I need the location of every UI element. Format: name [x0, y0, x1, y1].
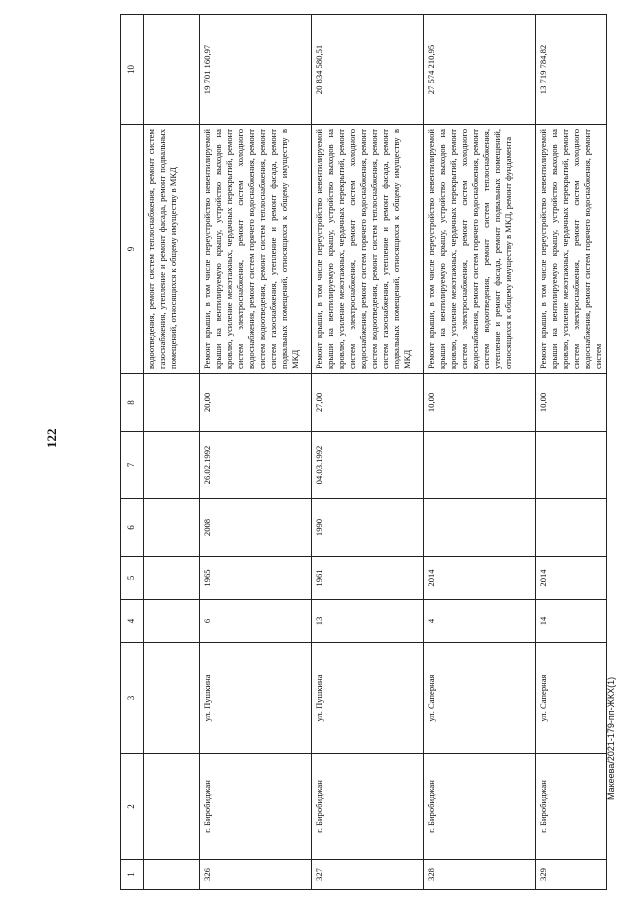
table-row: [312, 15, 424, 890]
table-container: [120, 15, 603, 890]
city: г. Биробиджан: [424, 754, 536, 860]
house-number: 13: [312, 600, 424, 643]
column-number: 10: [121, 15, 144, 125]
street: ул. Саперная: [424, 643, 536, 754]
cost: 19 701 160,97: [200, 15, 312, 125]
house-number: 14: [536, 600, 607, 643]
document-code: Макеева/2021-179-пп-ЖКХ(1): [606, 676, 616, 800]
city: г. Биробиджан: [200, 754, 312, 860]
column-number: 3: [121, 643, 144, 754]
street: ул. Саперная: [536, 643, 607, 754]
cost: 20 834 580,51: [312, 15, 424, 125]
year-built: 2014: [424, 557, 536, 600]
year-privatization: [424, 499, 536, 557]
repair-program-table: [120, 14, 607, 890]
year-built: 1965: [200, 557, 312, 600]
column-number: 9: [121, 125, 144, 374]
city: г. Биробиджан: [312, 754, 424, 860]
row-number: 329: [536, 860, 607, 890]
row-number: 328: [424, 860, 536, 890]
works-description: Ремонт крыши, в том числе переустройство невентилируемой крыши на вентилируемую крышу, устройство выходов на кровлю, усиление межэтажных, чердачных перекрытий, ремонт систем электроснабжения, ремонт систем холодного водоснабжения, ремонт систем горячего водоснабжения, ремонт систем водоотведения, ремонт систем теплоснабжения, ремонт систем газоснабжения, утепление и ремонт фасада, ремонт подвальных помещений, относящихся к общему имуществу в МКД: [200, 125, 312, 374]
city: г. Биробиджан: [536, 754, 607, 860]
cost: 13 719 784,82: [536, 15, 607, 125]
column-number: 7: [121, 432, 144, 499]
column-number: 4: [121, 600, 144, 643]
column-number-row: [121, 15, 144, 890]
works-description: Ремонт крыши, в том числе переустройство невентилируемой крыши на вентилируемую крышу, устройство выходов на кровлю, усиление межэтажных, чердачных перекрытий, ремонт систем электроснабжения, ремонт систем холодного водоснабжения, ремонт систем горячего водоснабжения, ремонт систем водоотведения, ремонт систем теплоснабжения, утепление и ремонт фасада, ремонт подвальных помещений, относящихся к общему имуществу в МКД, ремонт фундамента: [424, 125, 536, 374]
year-privatization: 2008: [200, 499, 312, 557]
table-row: [200, 15, 312, 890]
date: 04.03.1992: [312, 432, 424, 499]
year-built: 2014: [536, 557, 607, 600]
table-row: [424, 15, 536, 890]
column-number: 8: [121, 374, 144, 432]
row-number: 326: [200, 860, 312, 890]
column-number: 1: [121, 860, 144, 890]
percent: 27,00: [312, 374, 424, 432]
percent: 10,00: [536, 374, 607, 432]
continuation-text: водоотведения, ремонт систем теплоснабжения, ремонт систем газоснабжения, утепление и ремонт фасада, ремонт подвальных помещений, относящихся к общему имуществу в МКД: [144, 125, 200, 374]
year-privatization: [536, 499, 607, 557]
column-number: 5: [121, 557, 144, 600]
percent: 20,00: [200, 374, 312, 432]
year-privatization: 1990: [312, 499, 424, 557]
date: 26.02.1992: [200, 432, 312, 499]
column-number: 2: [121, 754, 144, 860]
date: [536, 432, 607, 499]
column-number: 6: [121, 499, 144, 557]
works-description: Ремонт крыши, в том числе переустройство невентилируемой крыши на вентилируемую крышу, устройство выходов на кровлю, усиление межэтажных, чердачных перекрытий, ремонт систем электроснабжения, ремонт систем холодного водоснабжения, ремонт систем горячего водоснабжения, ремонт систем: [536, 125, 607, 374]
year-built: 1961: [312, 557, 424, 600]
percent: 10,00: [424, 374, 536, 432]
street: ул. Пушкина: [200, 643, 312, 754]
cost: 27 574 210,95: [424, 15, 536, 125]
continuation-row: [144, 15, 200, 890]
row-number: 327: [312, 860, 424, 890]
page-number: 122: [44, 428, 59, 448]
works-description: Ремонт крыши, в том числе переустройство невентилируемой крыши на вентилируемую крышу, устройство выходов на кровлю, усиление межэтажных, чердачных перекрытий, ремонт систем электроснабжения, ремонт систем холодного водоснабжения, ремонт систем горячего водоснабжения, ремонт систем водоотведения, ремонт систем теплоснабжения, ремонт систем газоснабжения, утепление и ремонт фасада, ремонт подвальных помещений, относящихся к общему имуществу в МКД: [312, 125, 424, 374]
house-number: 6: [200, 600, 312, 643]
table-row: [536, 15, 607, 890]
street: ул. Пушкина: [312, 643, 424, 754]
date: [424, 432, 536, 499]
house-number: 4: [424, 600, 536, 643]
